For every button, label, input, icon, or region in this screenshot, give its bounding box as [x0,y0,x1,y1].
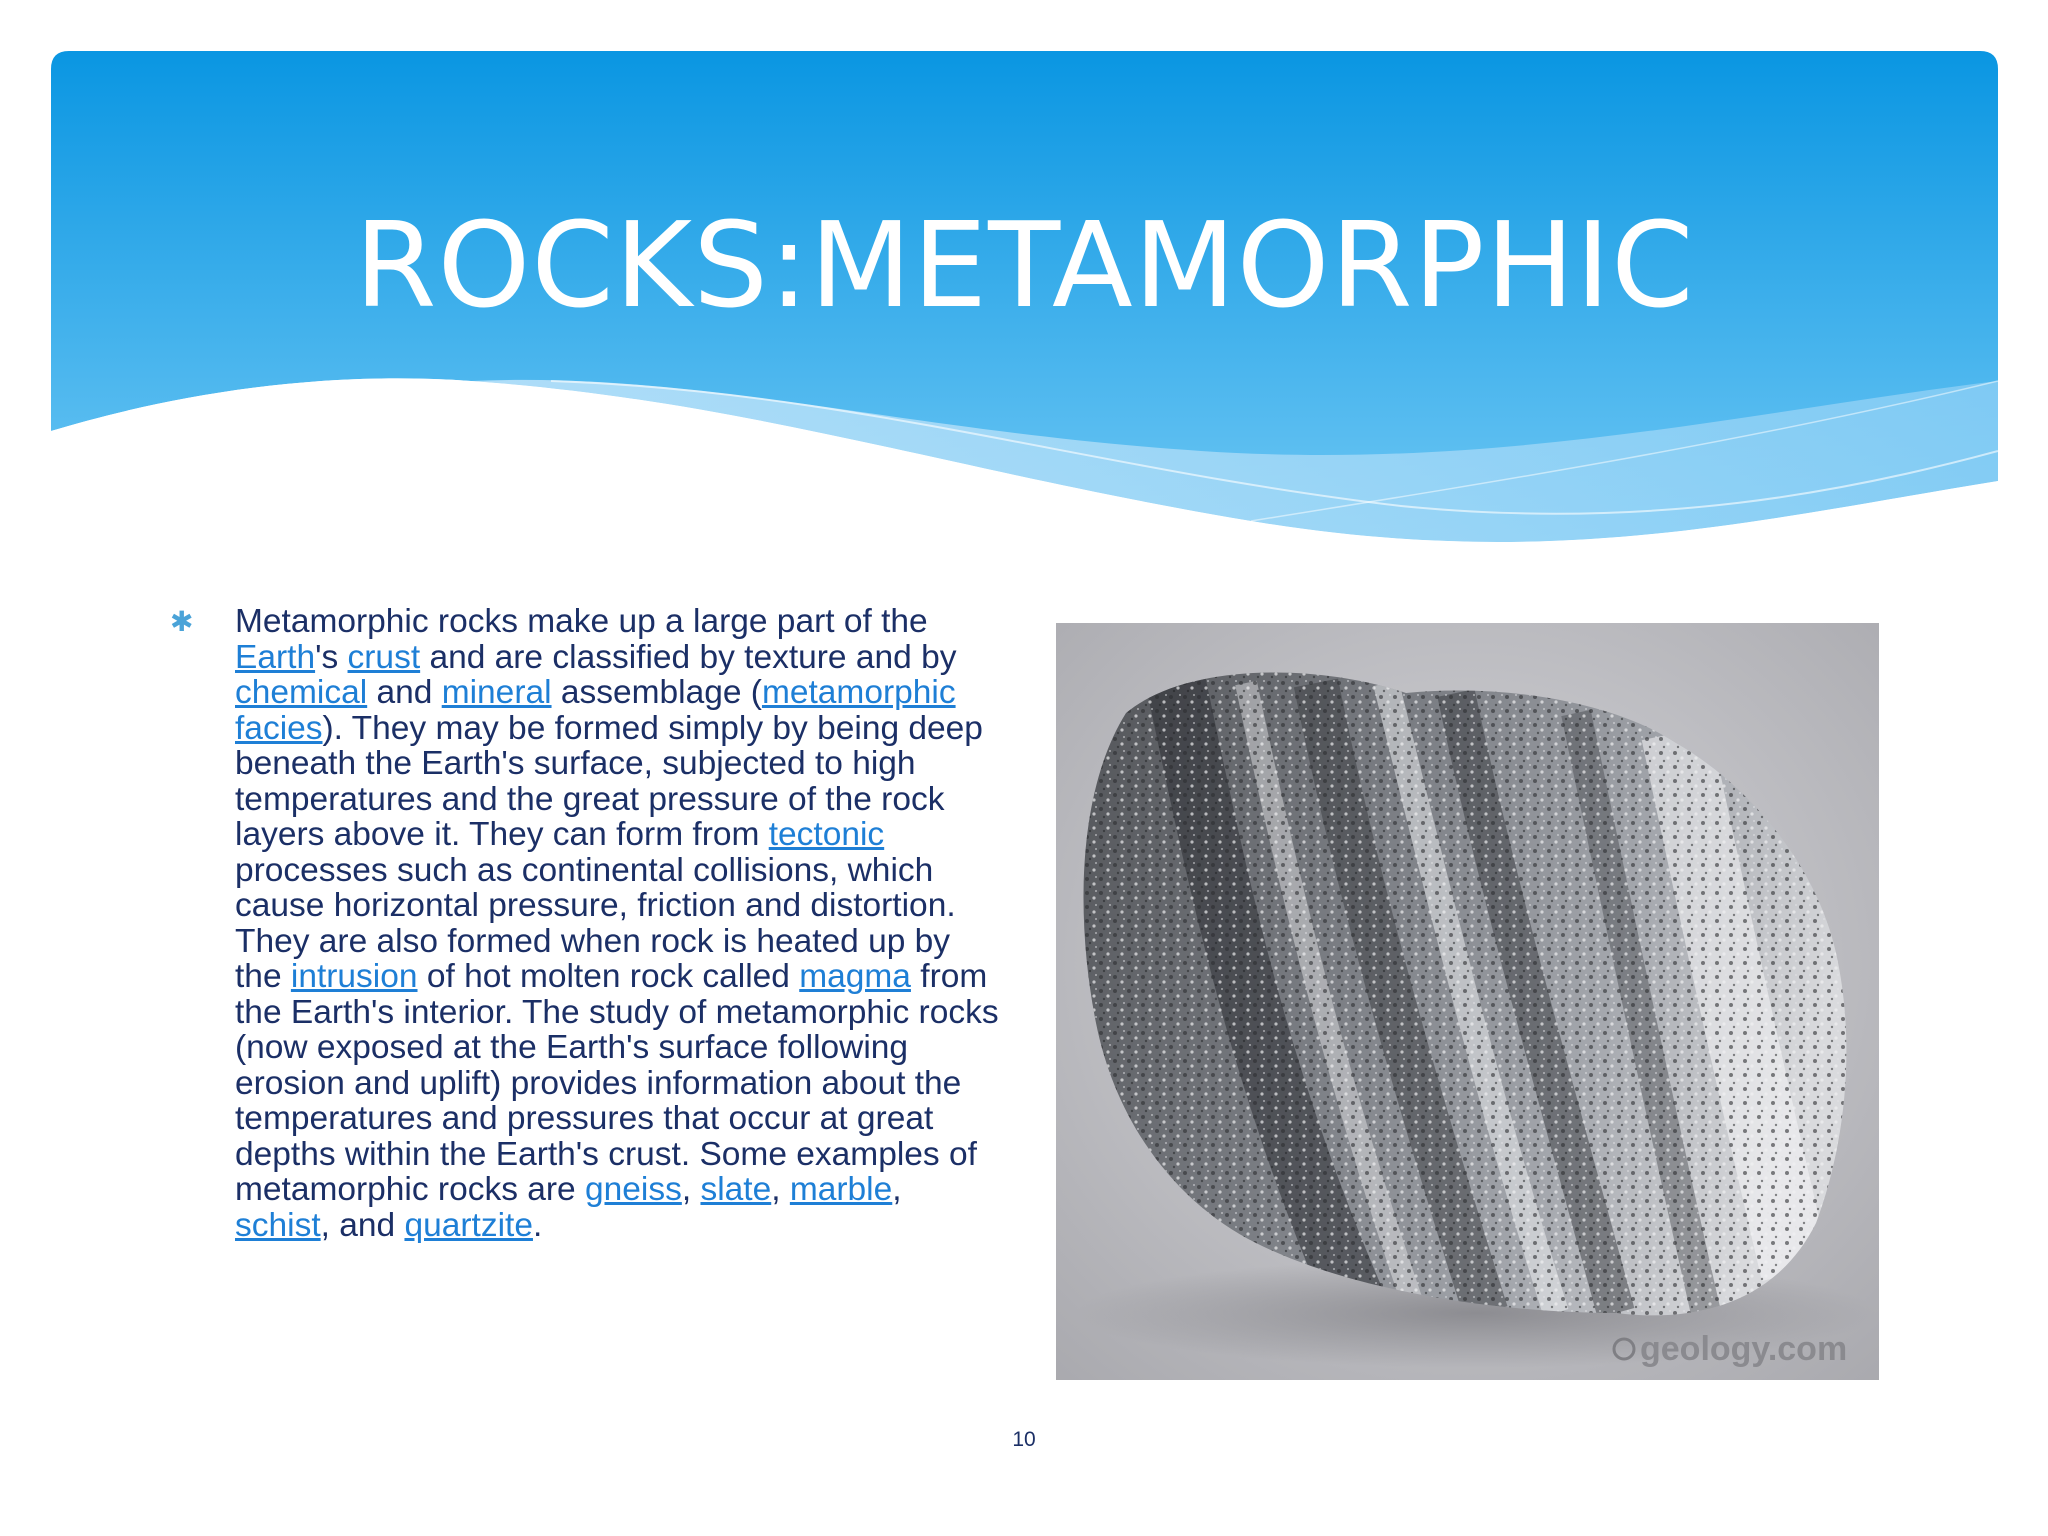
link-gneiss[interactable]: gneiss [585,1171,682,1208]
link-intrusion[interactable]: intrusion [290,958,418,995]
text-segment: , and [320,1206,405,1244]
link-tectonic[interactable]: tectonic [768,816,885,853]
link-metamorphic-facies[interactable]: metamorphic facies [235,674,956,747]
link-crust[interactable]: crust [347,638,421,676]
text-segment: processes such as continental collisions, which cause horizontal pressure, friction and distortion. They are also formed when rock is heated up by the [235,851,956,995]
title-banner [51,51,1998,571]
text-segment: , [771,1171,790,1208]
page-number: 10 [1012,1428,1036,1451]
text-segment: and are classified by texture and by [420,638,957,676]
link-earth[interactable]: Earth [235,638,316,676]
gneiss-rock-picture [1056,623,1879,1380]
text-segment: . [532,1206,543,1244]
text-segment: of hot molten rock called [417,958,800,995]
link-slate[interactable]: slate [700,1171,772,1208]
link-magma[interactable]: magma [799,958,911,995]
geology-watermark [1614,1330,1847,1368]
text-segment: and [367,674,442,711]
text-segment: 's [315,638,348,676]
link-marble[interactable]: marble [789,1171,893,1208]
text-segment: from the Earth's interior. The study of metamorphic rocks (now exposed at the Earth's surface following erosion and uplift) provides information about the temperatures and pressures that occur at great depths within the Earth's crust. Some examples of metamorphic rocks are [235,958,999,1208]
text-segment: Metamorphic rocks make up a large part of the [235,603,928,640]
text-segment: assemblage ( [551,674,762,711]
asterisk-bullet-icon: ✱ [170,605,194,638]
link-mineral[interactable]: mineral [441,674,552,711]
link-quartzite[interactable]: quartzite [404,1206,533,1244]
text-segment: ). They may be formed simply by being deep beneath the Earth's surface, subjected to high temperatures and the great pressure of the rock layers above it. They can form from [235,709,983,853]
text-segment: , [681,1171,701,1208]
link-chemical[interactable]: chemical [235,674,368,711]
body-paragraph [235,604,1005,1243]
text-segment: , [892,1171,902,1208]
link-schist[interactable]: schist [235,1206,321,1244]
svg-text:geology.com: geology.com [1640,1330,1848,1368]
metamorphic-rock-image [1056,623,1879,1380]
slide-title: ROCKS:METAMORPHIC [354,196,1695,334]
